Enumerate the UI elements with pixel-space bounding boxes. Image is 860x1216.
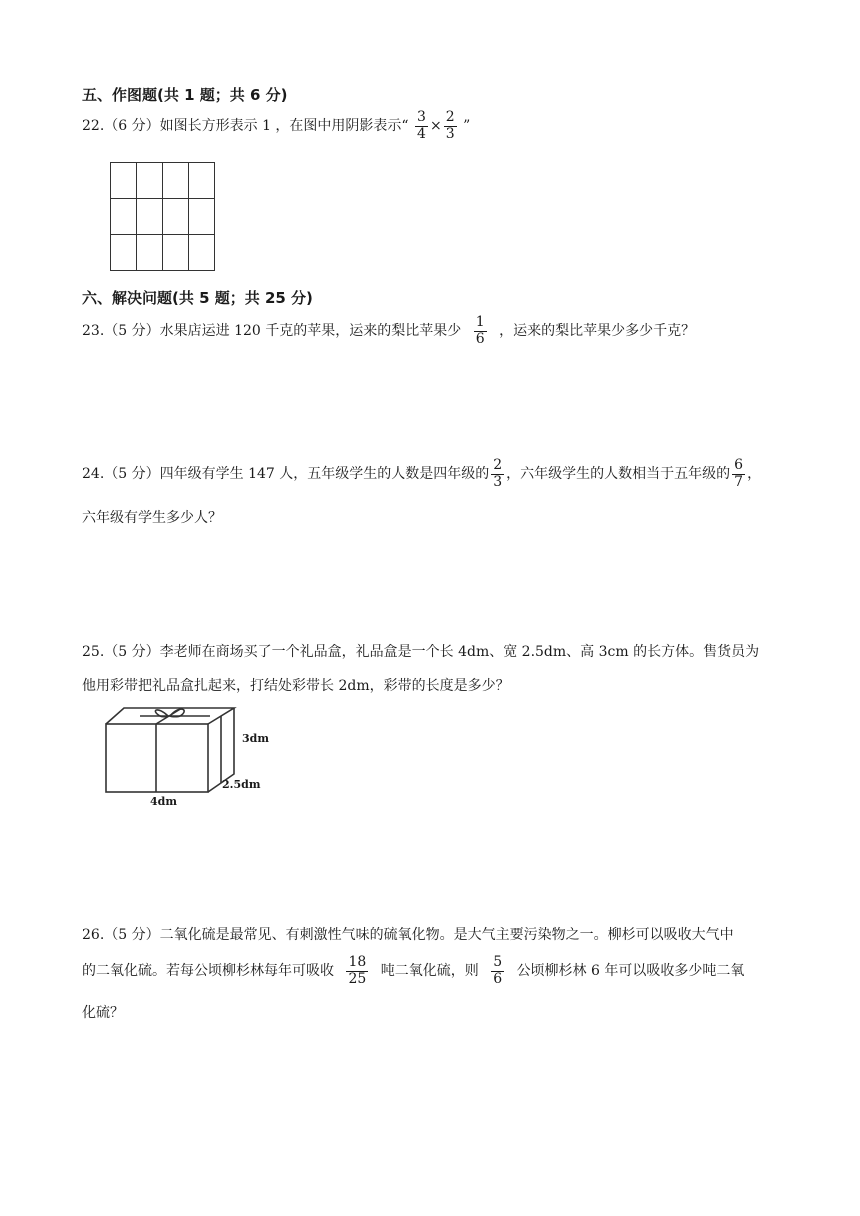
grid-cell[interactable] (137, 199, 163, 235)
grid-cell[interactable] (163, 199, 189, 235)
grid-cell[interactable] (189, 235, 215, 271)
question-26-line-3: 化硫？ (82, 1005, 124, 1021)
grid-cell[interactable] (163, 163, 189, 199)
fraction-6-7 (732, 458, 745, 490)
length-label: 4dm (150, 795, 177, 808)
fraction-3-4 (415, 110, 428, 142)
fraction-numerator: 2 (445, 109, 455, 126)
fraction-numerator: 6 (734, 457, 744, 474)
fraction-numerator: 2 (493, 457, 503, 474)
question-23 (82, 312, 695, 350)
fraction-denominator: 3 (493, 473, 503, 490)
fraction-numerator: 18 (348, 954, 367, 971)
question-23-suffix: ，运来的梨比苹果少多少千克？ (499, 323, 696, 339)
fraction-denominator: 3 (445, 125, 455, 142)
gift-box-figure (100, 704, 270, 808)
question-24-line-2: 六年级有学生多少人？ (82, 510, 222, 526)
fraction-denominator: 6 (493, 970, 503, 987)
question-24-end: ， (747, 466, 762, 482)
question-23-prefix: 23.（5 分）水果店运进 120 千克的苹果，运来的梨比苹果少 (82, 323, 462, 339)
question-22 (82, 108, 470, 144)
question-26-suffix: 公顷柳杉林 6 年可以吸收多少吨二氧 (516, 963, 745, 979)
question-22-prefix: 22.（6 分）如图长方形表示 1 ，在图中用阴影表示“ (82, 118, 409, 134)
fraction-1-6 (474, 315, 487, 347)
fraction-18-25 (346, 955, 368, 987)
question-24-middle: ，六年级学生的人数相当于五年级的 (506, 466, 731, 482)
fraction-denominator: 25 (348, 970, 367, 987)
box-front-face (106, 724, 208, 792)
question-22-suffix: ” (463, 118, 471, 134)
question-26-prefix: 的二氧化硫。若每公顷柳杉林每年可吸收 (82, 963, 334, 979)
grid-cell[interactable] (111, 199, 137, 235)
times-sign: × (429, 118, 442, 134)
question-25-line-1: 25.（5 分）李老师在商场买了一个礼品盒，礼品盒是一个长 4dm、宽 2.5dm、高 3cm 的长方体。售货员为 (82, 644, 760, 660)
question-26-middle: 吨二氧化硫，则 (380, 963, 479, 979)
grid-cell[interactable] (189, 199, 215, 235)
grid-cell[interactable] (189, 163, 215, 199)
fraction-numerator: 1 (475, 314, 485, 331)
fraction-2-3 (444, 110, 457, 142)
grid-cell[interactable] (111, 235, 137, 271)
section-6-heading: 六、解决问题(共 5 题；共 25 分) (82, 289, 313, 307)
grid-cell[interactable] (137, 163, 163, 199)
question-25-line-2: 他用彩带把礼品盒扎起来，打结处彩带长 2dm，彩带的长度是多少？ (82, 678, 510, 694)
rectangle-grid[interactable] (110, 162, 215, 271)
height-label: 3dm (242, 732, 269, 745)
grid-cell[interactable] (111, 163, 137, 199)
width-label: 2.5dm (222, 778, 261, 791)
grid-cell[interactable] (137, 235, 163, 271)
question-24 (82, 454, 761, 494)
fraction-denominator: 4 (417, 125, 426, 142)
section-5-heading: 五、作图题(共 1 题；共 6 分) (82, 86, 288, 104)
grid-cell[interactable] (163, 235, 189, 271)
question-26-line-2 (82, 950, 744, 992)
fraction-numerator: 3 (417, 109, 426, 126)
question-26-line-1: 26.（5 分）二氧化硫是最常见、有刺激性气味的硫氧化物。是大气主要污染物之一。柳杉可以吸收大气中 (82, 927, 734, 943)
fraction-denominator: 7 (734, 473, 744, 490)
fraction-denominator: 6 (475, 330, 485, 347)
question-24-prefix: 24.（5 分）四年级有学生 147 人，五年级学生的人数是四年级的 (82, 466, 490, 482)
fraction-5-6 (491, 955, 504, 987)
fraction-numerator: 5 (493, 954, 503, 971)
fraction-2-3 (491, 458, 504, 490)
